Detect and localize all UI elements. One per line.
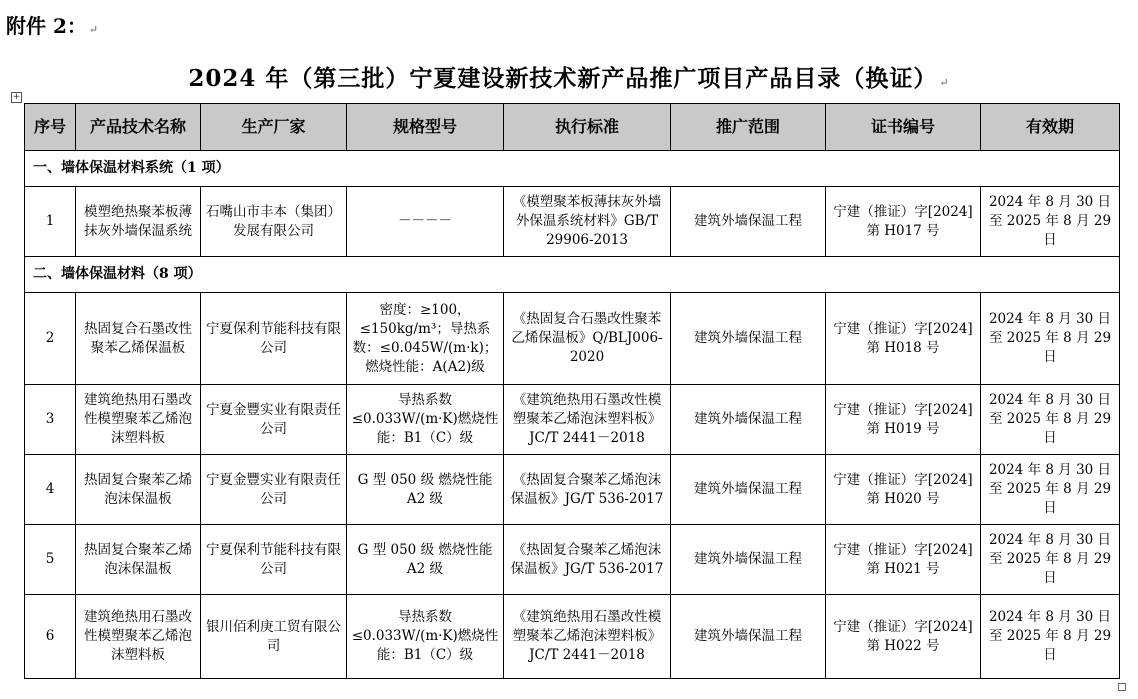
col-header-scope: 推广范围 — [671, 104, 826, 151]
table-row — [25, 293, 1120, 385]
cell-validity: 2024 年 8 月 30 日至 2025 年 8 月 29 日 — [981, 385, 1120, 455]
cell-spec: 密度：≥100，≤150kg/m³；导热系数：≤0.045W/(m·k)；燃烧性能：A(A2)级 — [347, 293, 504, 385]
cell-name: 建筑绝热用石墨改性模塑聚苯乙烯泡沫塑料板 — [76, 385, 201, 455]
col-header-spec: 规格型号 — [347, 104, 504, 151]
col-header-maker: 生产厂家 — [201, 104, 347, 151]
cell-standard: 《热固复合聚苯乙烯泡沫保温板》JG/T 536-2017 — [504, 455, 671, 525]
cell-no: 6 — [25, 595, 76, 679]
cell-validity: 2024 年 8 月 30 日至 2025 年 8 月 29 日 — [981, 293, 1120, 385]
section-row — [25, 151, 1120, 187]
cell-standard: 《模塑聚苯板薄抹灰外墙外保温系统材料》GB/T 29906-2013 — [504, 187, 671, 257]
cell-name: 热固复合聚苯乙烯泡沫保温板 — [76, 525, 201, 595]
cell-standard: 《建筑绝热用石墨改性模塑聚苯乙烯泡沫塑料板》JC/T 2441－2018 — [504, 595, 671, 679]
cell-name: 建筑绝热用石墨改性模塑聚苯乙烯泡沫塑料板 — [76, 595, 201, 679]
cell-maker: 宁夏金豐实业有限责任公司 — [201, 385, 347, 455]
cell-maker: 宁夏保利节能科技有限公司 — [201, 525, 347, 595]
cell-name: 热固复合石墨改性聚苯乙烯保温板 — [76, 293, 201, 385]
cell-name: 热固复合聚苯乙烯泡沫保温板 — [76, 455, 201, 525]
table-row — [25, 385, 1120, 455]
cell-no: 1 — [25, 187, 76, 257]
cell-validity: 2024 年 8 月 30 日至 2025 年 8 月 29 日 — [981, 455, 1120, 525]
header-row — [25, 104, 1120, 151]
section-row — [25, 257, 1120, 293]
cell-maker: 宁夏金豐实业有限责任公司 — [201, 455, 347, 525]
cell-cert: 宁建（推证）字[2024]第 H019 号 — [826, 385, 981, 455]
col-header-standard: 执行标准 — [504, 104, 671, 151]
cell-cert: 宁建（推证）字[2024]第 H018 号 — [826, 293, 981, 385]
cell-standard: 《建筑绝热用石墨改性模塑聚苯乙烯泡沫塑料板》JC/T 2441－2018 — [504, 385, 671, 455]
cell-maker: 石嘴山市丰本（集团）发展有限公司 — [201, 187, 347, 257]
cell-validity: 2024 年 8 月 30 日至 2025 年 8 月 29 日 — [981, 525, 1120, 595]
table-row — [25, 187, 1120, 257]
cell-maker: 银川佰利庚工贸有限公司 — [201, 595, 347, 679]
cell-scope: 建筑外墙保温工程 — [671, 385, 826, 455]
cell-scope: 建筑外墙保温工程 — [671, 525, 826, 595]
cell-spec: 导热系数≤0.033W/(m·K)燃烧性能：B1（C）级 — [347, 595, 504, 679]
cell-cert: 宁建（推证）字[2024]第 H022 号 — [826, 595, 981, 679]
section-heading: 二、墙体保温材料（8 项） — [25, 257, 1120, 293]
cell-standard: 《热固复合聚苯乙烯泡沫保温板》JG/T 536-2017 — [504, 525, 671, 595]
section-heading: 一、墙体保温材料系统（1 项） — [25, 151, 1120, 187]
col-header-validity: 有效期 — [981, 104, 1120, 151]
cell-maker: 宁夏保利节能科技有限公司 — [201, 293, 347, 385]
cell-scope: 建筑外墙保温工程 — [671, 455, 826, 525]
cell-spec: 导热系数≤0.033W/(m·K)燃烧性能：B1（C）级 — [347, 385, 504, 455]
col-header-name: 产品技术名称 — [76, 104, 201, 151]
cell-validity: 2024 年 8 月 30 日至 2025 年 8 月 29 日 — [981, 187, 1120, 257]
cell-scope: 建筑外墙保温工程 — [671, 595, 826, 679]
table-row — [25, 595, 1120, 679]
cell-no: 4 — [25, 455, 76, 525]
cell-cert: 宁建（推证）字[2024]第 H017 号 — [826, 187, 981, 257]
cell-no: 3 — [25, 385, 76, 455]
table-end-marker — [1118, 683, 1126, 691]
cell-scope: 建筑外墙保温工程 — [671, 293, 826, 385]
cell-standard: 《热固复合石墨改性聚苯乙烯保温板》Q/BLJ006-2020 — [504, 293, 671, 385]
cell-no: 2 — [25, 293, 76, 385]
cell-spec: －－－－ — [347, 187, 504, 257]
cell-cert: 宁建（推证）字[2024]第 H021 号 — [826, 525, 981, 595]
cell-name: 模塑绝热聚苯板薄抹灰外墙保温系统 — [76, 187, 201, 257]
product-catalog-table — [24, 103, 1120, 679]
attachment-label: 附件 2： ↵ — [6, 14, 99, 38]
cell-spec: G 型 050 级 燃烧性能 A2 级 — [347, 525, 504, 595]
table-row — [25, 525, 1120, 595]
document-title: 2024 年（第三批）宁夏建设新技术新产品推广项目产品目录（换证） ↵ — [188, 65, 950, 92]
col-header-cert: 证书编号 — [826, 104, 981, 151]
cell-validity: 2024 年 8 月 30 日至 2025 年 8 月 29 日 — [981, 595, 1120, 679]
cell-spec: G 型 050 级 燃烧性能 A2 级 — [347, 455, 504, 525]
col-header-no: 序号 — [25, 104, 76, 151]
cell-scope: 建筑外墙保温工程 — [671, 187, 826, 257]
table-row — [25, 455, 1120, 525]
cell-no: 5 — [25, 525, 76, 595]
move-handle-icon[interactable]: + — [12, 92, 21, 102]
cell-cert: 宁建（推证）字[2024]第 H020 号 — [826, 455, 981, 525]
